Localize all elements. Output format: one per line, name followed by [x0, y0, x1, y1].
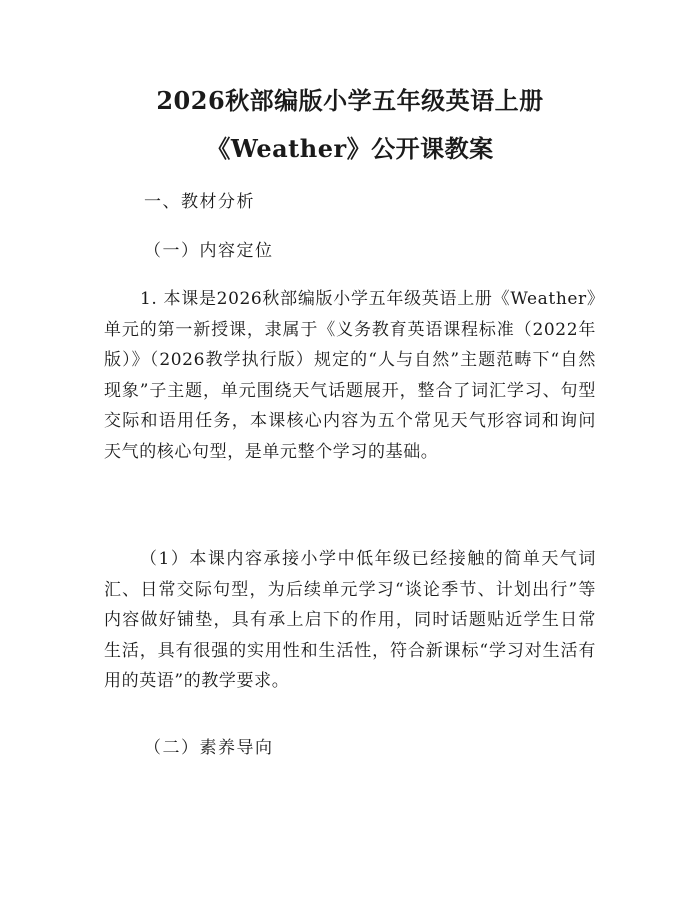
- subsection-heading-literacy-orientation: （二）素养导向: [144, 738, 274, 758]
- paragraph-content-connection: （1）本课内容承接小学中低年级已经接触的简单天气词汇、日常交际句型，为后续单元学习“谈论季节、计划出行”等内容做好铺垫，具有承上启下的作用，同时话题贴近学生日常生活，具有很强的实用性和生活性，符合新课标“学习对生活有用的英语”的教学要求。: [104, 549, 596, 691]
- paragraph-lesson-overview: 1. 本课是2026秋部编版小学五年级英语上册《Weather》单元的第一新授课，隶属于《义务教育英语课程标准（2022年版）》（2026教学执行版）规定的“人与自然”主题范畴下“自然现象”子主题，单元围绕天气话题展开，整合了词汇学习、句型交际和语用任务，本课核心内容为五个常见天气形容词和询问天气的核心句型，是单元整个学习的基础。: [104, 289, 596, 462]
- subsection-heading-content-positioning: （一）内容定位: [144, 241, 274, 261]
- section-heading-textbook-analysis: 一、教材分析: [144, 192, 255, 212]
- document-title-line-1: 2026秋部编版小学五年级英语上册: [156, 86, 544, 115]
- document-title-line-2: 《Weather》公开课教案: [206, 134, 494, 163]
